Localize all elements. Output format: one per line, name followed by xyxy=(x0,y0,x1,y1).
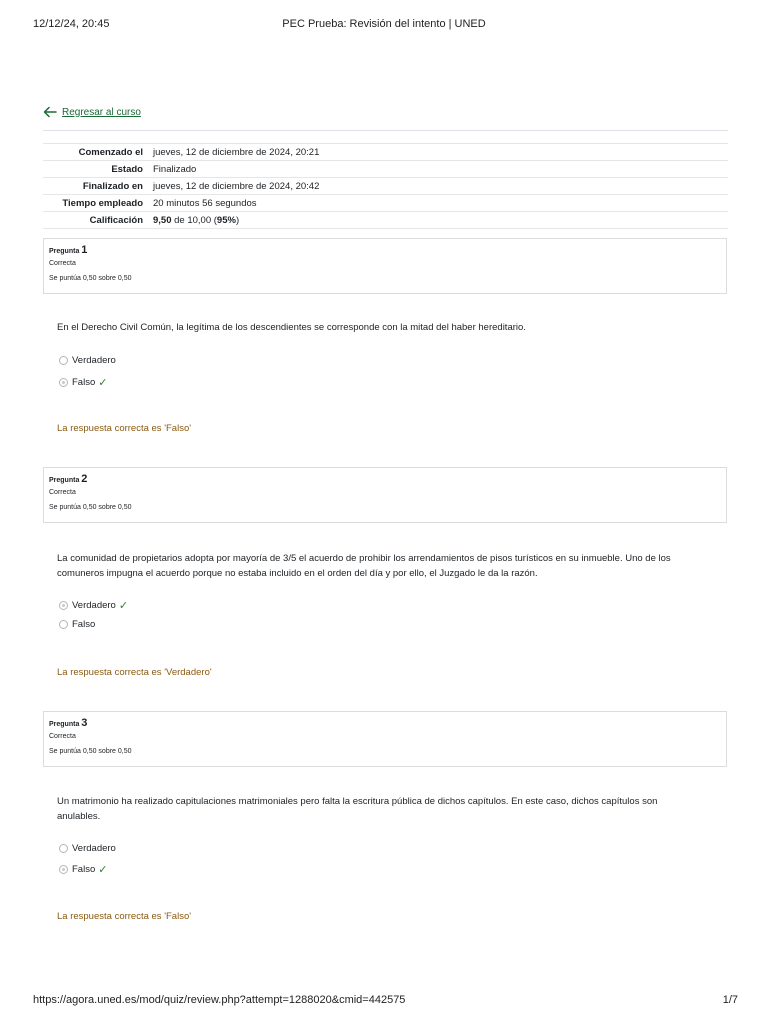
checkmark-icon: ✓ xyxy=(118,600,129,612)
question-info-1 xyxy=(43,238,727,294)
question-text: Un matrimonio ha realizado capitulaciones matrimoniales pero falta la escritura pública de dichos capítulos. En este caso, dichos capítulos son anulables. xyxy=(57,796,658,822)
divider xyxy=(43,130,728,131)
question-num: 2 xyxy=(81,473,88,485)
grade-percent: 95% xyxy=(216,214,236,226)
summary-label: Calificación xyxy=(43,212,151,229)
question-state: Correcta xyxy=(49,733,76,740)
print-page-number: 1/7 xyxy=(722,994,738,1006)
question-info-2 xyxy=(43,467,727,523)
answer-option[interactable] xyxy=(59,599,128,612)
summary-grade-value xyxy=(151,212,728,229)
question-label: Pregunta xyxy=(49,477,80,484)
answer-option[interactable] xyxy=(59,863,107,876)
answer-option[interactable] xyxy=(59,376,107,389)
print-url: https://agora.uned.es/mod/quiz/review.php?attempt=1288020&cmid=442575 xyxy=(33,994,406,1006)
right-answer-feedback: La respuesta correcta es 'Verdadero' xyxy=(57,667,212,678)
question-grade: Se puntúa 0,50 sobre 0,50 xyxy=(49,748,132,755)
option-label: Verdadero xyxy=(72,355,116,366)
print-footer xyxy=(33,994,738,1010)
summary-label: Comenzado el xyxy=(43,144,151,161)
option-label: Falso xyxy=(72,864,96,875)
summary-value: 20 minutos 56 segundos xyxy=(151,195,728,212)
summary-row-finished xyxy=(43,178,728,195)
radio-button[interactable] xyxy=(59,601,68,610)
summary-label: Finalizado en xyxy=(43,178,151,195)
question-number xyxy=(49,717,721,729)
summary-value: Finalizado xyxy=(151,161,728,178)
question-label: Pregunta xyxy=(49,248,80,255)
radio-button[interactable] xyxy=(59,356,68,365)
question-state: Correcta xyxy=(49,489,76,496)
summary-value: jueves, 12 de diciembre de 2024, 20:42 xyxy=(151,178,728,195)
summary-label: Estado xyxy=(43,161,151,178)
back-to-course-link[interactable] xyxy=(43,106,141,118)
summary-value: jueves, 12 de diciembre de 2024, 20:21 xyxy=(151,144,728,161)
summary-row-time-taken xyxy=(43,195,728,212)
radio-button[interactable] xyxy=(59,378,68,387)
right-answer-feedback: La respuesta correcta es 'Falso' xyxy=(57,911,192,922)
option-label: Falso xyxy=(72,619,96,630)
answer-option[interactable] xyxy=(59,843,116,854)
right-answer-feedback: La respuesta correcta es 'Falso' xyxy=(57,423,192,434)
grade-score: 9,50 xyxy=(153,214,172,226)
summary-row-state xyxy=(43,161,728,178)
attempt-summary-table xyxy=(43,143,728,229)
question-text: En el Derecho Civil Común, la legítima de los descendientes se corresponde con la mitad del haber hereditario. xyxy=(57,322,526,333)
option-label: Verdadero xyxy=(72,600,116,611)
radio-button[interactable] xyxy=(59,620,68,629)
arrow-left-icon xyxy=(43,106,57,118)
answer-option[interactable] xyxy=(59,355,116,366)
radio-button[interactable] xyxy=(59,844,68,853)
question-info-3 xyxy=(43,711,727,767)
summary-row-grade xyxy=(43,212,728,229)
question-state: Correcta xyxy=(49,260,76,267)
grade-of-text: de 10,00 ( xyxy=(171,214,217,226)
answer-option[interactable] xyxy=(59,619,95,630)
checkmark-icon: ✓ xyxy=(98,377,108,389)
question-label: Pregunta xyxy=(49,721,80,728)
option-label: Falso xyxy=(72,377,96,388)
checkmark-icon: ✓ xyxy=(98,864,108,876)
back-link-label[interactable]: Regresar al curso xyxy=(62,106,141,118)
grade-close: ) xyxy=(235,214,240,226)
question-text: La comunidad de propietarios adopta por mayoría de 3/5 el acuerdo de prohibir los arrendamientos de pisos turísticos en su inmueble. Uno de los comuneros impugna el acuerdo porque no estaba incluido en el orden del día y por ello, el Juzgado le da la razón. xyxy=(57,553,671,579)
question-grade: Se puntúa 0,50 sobre 0,50 xyxy=(49,275,132,282)
print-datetime: 12/12/24, 20:45 xyxy=(33,18,110,30)
question-num: 3 xyxy=(81,717,88,729)
question-number xyxy=(49,244,721,256)
print-header xyxy=(33,18,735,34)
option-label: Verdadero xyxy=(72,843,116,854)
print-title: PEC Prueba: Revisión del intento | UNED xyxy=(282,18,486,30)
summary-label: Tiempo empleado xyxy=(43,195,151,212)
question-num: 1 xyxy=(81,244,88,256)
question-grade: Se puntúa 0,50 sobre 0,50 xyxy=(49,504,132,511)
question-number xyxy=(49,473,721,485)
summary-row-started xyxy=(43,144,728,161)
radio-button[interactable] xyxy=(59,865,68,874)
